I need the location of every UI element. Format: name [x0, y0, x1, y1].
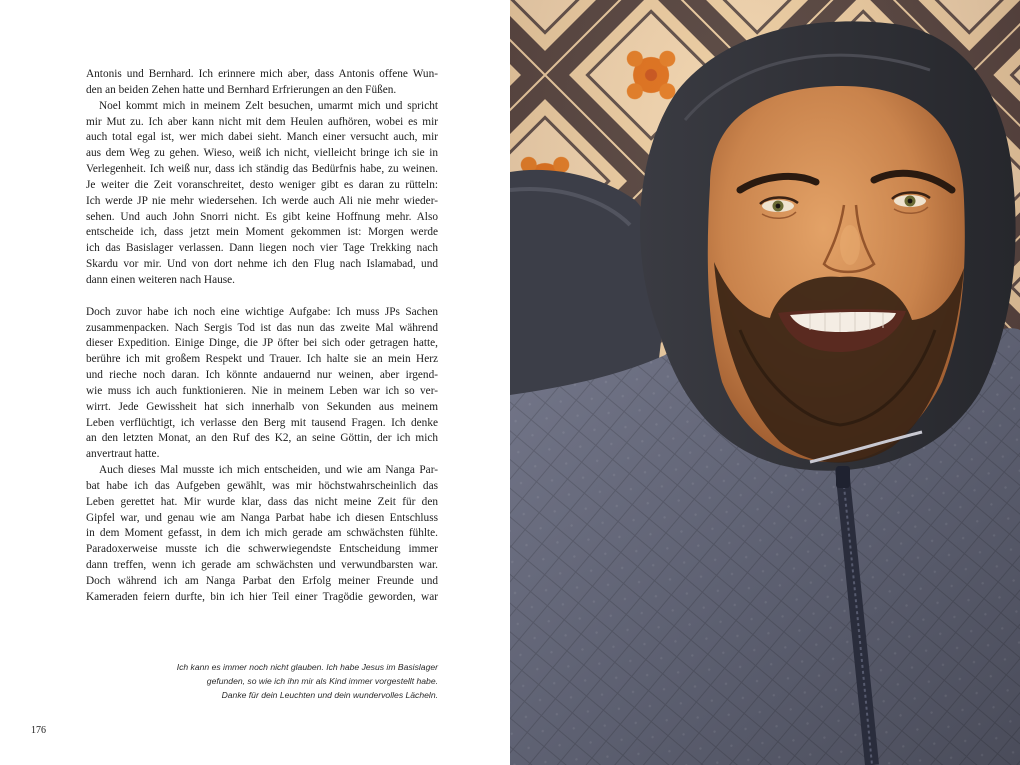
- body-text: [86, 67, 438, 606]
- paragraph: [86, 463, 438, 606]
- text-line: auch total egal ist, wer mich dabei sieht. Manch einer versucht auch, mir: [86, 131, 438, 144]
- text-line: sehen. Und auch John Snorri nicht. Es gibt keine Hoffnung mehr. Also: [86, 210, 438, 223]
- text-line: Skardu vor mir. Und von dort nehme ich den Flug nach Islamabad, und: [86, 258, 438, 271]
- paragraph: [86, 99, 438, 289]
- text-line: Leben gerettet hat. Mir wurde klar, dass das nicht meine Zeit für den: [86, 495, 438, 508]
- text-line: anvertraut hatte.: [86, 448, 160, 461]
- paragraph: [86, 67, 438, 99]
- text-line: Leben verflüchtigt, ich verlasse den Berg mit tausend Fragen. Ich denke: [86, 416, 438, 429]
- text-line: wirrt. Jede Gewissheit hat sich innerhalb von Sekunden aus meinem: [86, 400, 438, 413]
- text-line: Kameraden feiern durfte, bin ich hier Teil einer Tragödie geworden, war: [86, 590, 438, 603]
- text-line: Paradoxerweise musste ich die schwerwiegendste Entscheidung immer: [86, 543, 438, 556]
- text-line: aus dem Weg zu gehen. Wieso, weiß ich nicht, vielleicht bringe ich sie in: [86, 147, 438, 160]
- text-line: bat habe ich das Aufgeben gewählt, was mir höchstwahrscheinlich das: [86, 479, 438, 492]
- text-line: mir Mut zu. Ich aber kann nicht mit dem Heulen aufhören, wobei es mir: [86, 115, 438, 128]
- text-line: berühre ich mit großem Respekt und Trauer. Ich halte sie an mein Herz: [86, 353, 438, 366]
- text-line: wie muss ich auch funktionieren. Nie in meinem Leben war ich so ver-: [86, 384, 438, 397]
- text-line: Antonis und Bernhard. Ich erinnere mich aber, dass Antonis offene Wun-: [86, 68, 438, 80]
- text-line: Doch zuvor habe ich noch eine wichtige Aufgabe: Ich muss JPs Sachen: [86, 305, 438, 318]
- page-number: 176: [31, 725, 46, 736]
- portrait-illustration: [510, 0, 1020, 765]
- text-line: in dem Moment gefasst, in dem ich mich gerade am schwächsten fühlte.: [86, 527, 438, 540]
- text-line: den an beiden Zehen hatte und Bernhard Erfrierungen an den Füßen.: [86, 83, 397, 96]
- text-line: dann einen weiteren nach Hause.: [86, 273, 235, 286]
- text-line: und rieche noch daran. Ich könnte andauernd nur weinen, aber irgend-: [86, 369, 438, 382]
- text-line: dieser Expedition. Einige Dinge, die JP öfter bei sich oder getragen hatte,: [86, 337, 438, 350]
- caption-line: Ich kann es immer noch nicht glauben. Ich habe Jesus im Basislager: [176, 662, 438, 672]
- paragraph-spacer: [86, 289, 438, 305]
- caption-line: Danke für dein Leuchten und dein wundervolles Lächeln.: [221, 690, 438, 700]
- text-line: Gipfel war, und genau wie am Nanga Parbat habe ich diesen Entschluss: [86, 511, 438, 524]
- text-line: Doch während ich am Nanga Parbat den Erfolg meiner Freunde und: [86, 575, 438, 587]
- text-line: Noel kommt mich in meinem Zelt besuchen, umarmt mich und spricht: [99, 99, 438, 112]
- photo-caption: [86, 660, 438, 702]
- text-line: ich das Basislager verlassen. Dann liegen noch vier Tage Trekking nach: [86, 242, 438, 255]
- text-line: Je weiter die Zeit voranschreitet, desto weniger gibt es daran zu rütteln:: [86, 178, 438, 191]
- text-line: Ich werde JP nie mehr wiedersehen. Ich werde auch Ali nie mehr wieder-: [86, 194, 438, 207]
- text-line: an den letzten Monat, an den Ruf des K2, an seine Göttin, der ich mich: [86, 432, 438, 445]
- caption-line: gefunden, so wie ich ihn mir als Kind immer vorgestellt habe.: [206, 676, 438, 686]
- paragraph: [86, 305, 438, 463]
- text-line: zusammenpacken. Nach Sergis Tod ist das nun das zweite Mal während: [86, 321, 438, 334]
- text-line: entscheide ich, dass jetzt mein Moment gekommen ist: Morgen werde: [86, 226, 438, 239]
- text-line: Verlegenheit. Ich weiß nur, dass ich ständig das Bedürfnis habe, zu weinen.: [86, 163, 438, 176]
- text-line: dann treffen, wenn ich gerade am schwächsten und verwundbarsten war.: [86, 559, 438, 572]
- zipper-pull: [836, 466, 850, 488]
- portrait-photo: [510, 0, 1020, 765]
- text-line: Auch dieses Mal musste ich mich entscheiden, und wie am Nanga Par-: [99, 464, 438, 477]
